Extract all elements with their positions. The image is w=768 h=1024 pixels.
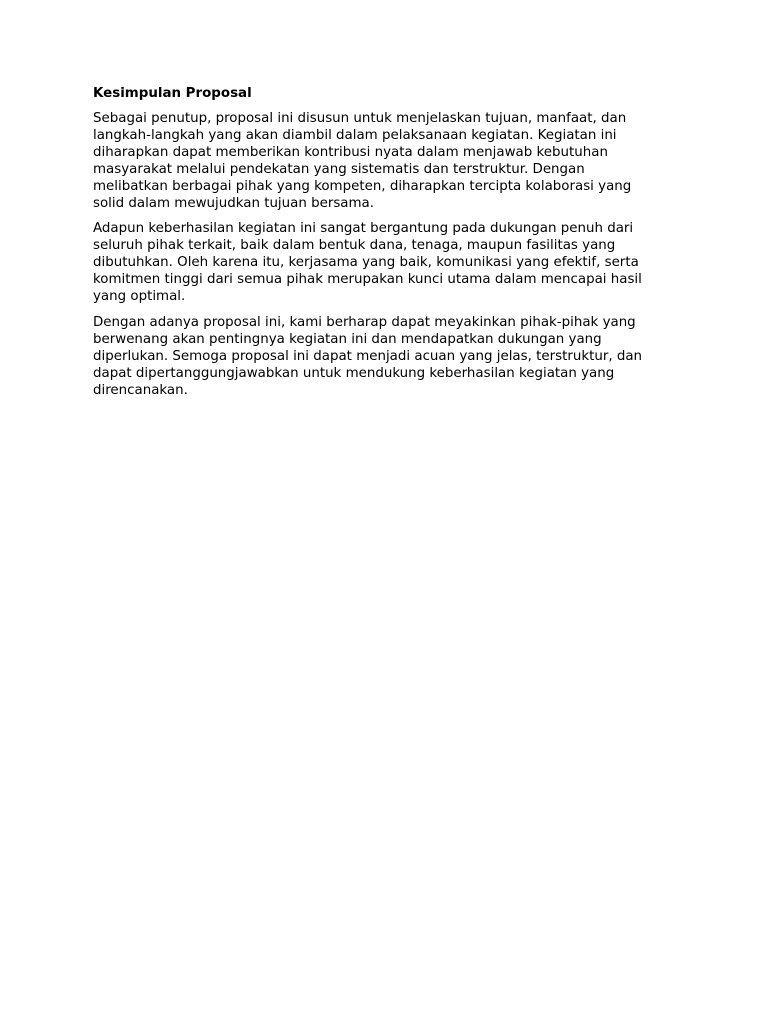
paragraph-line: Dengan adanya proposal ini, kami berharap dapat meyakinkan pihak-pihak yang — [93, 314, 636, 330]
paragraph-line: dapat dipertanggungjawabkan untuk mendukung keberhasilan kegiatan yang — [93, 365, 615, 381]
paragraph-line: langkah-langkah yang akan diambil dalam pelaksanaan kegiatan. Kegiatan ini — [93, 127, 617, 143]
paragraph-line: diharapkan dapat memberikan kontribusi nyata dalam menjawab kebutuhan — [93, 144, 608, 160]
paragraph-2 — [93, 221, 680, 306]
paragraph-line: yang optimal. — [93, 289, 186, 305]
document-title: Kesimpulan Proposal — [93, 86, 252, 101]
paragraph-3 — [93, 315, 680, 400]
paragraph-line: Adapun keberhasilan kegiatan ini sangat bergantung pada dukungan penuh dari — [93, 221, 634, 237]
paragraph-line: Sebagai penutup, proposal ini disusun untuk menjelaskan tujuan, manfaat, dan — [93, 111, 627, 126]
paragraph-line: dibutuhkan. Oleh karena itu, kerjasama yang baik, komunikasi yang efektif, serta — [93, 255, 639, 271]
paragraph-line: berwenang akan pentingnya kegiatan ini dan mendapatkan dukungan yang — [93, 331, 602, 347]
paragraph-line: seluruh pihak terkait, baik dalam bentuk dana, tenaga, maupun fasilitas yang — [93, 238, 616, 254]
paragraph-line: solid dalam mewujudkan tujuan bersama. — [93, 195, 375, 211]
paragraph-line: komitmen tinggi dari semua pihak merupakan kunci utama dalam mencapai hasil — [93, 272, 642, 288]
paragraph-line: direncanakan. — [93, 382, 188, 398]
paragraph-1 — [93, 111, 680, 212]
paragraph-line: diperlukan. Semoga proposal ini dapat menjadi acuan yang jelas, terstruktur, dan — [93, 348, 643, 364]
paragraph-line: melibatkan berbagai pihak yang kompeten, diharapkan tercipta kolaborasi yang — [93, 178, 632, 194]
paragraph-line: masyarakat melalui pendekatan yang sistematis dan terstruktur. Dengan — [93, 161, 585, 177]
